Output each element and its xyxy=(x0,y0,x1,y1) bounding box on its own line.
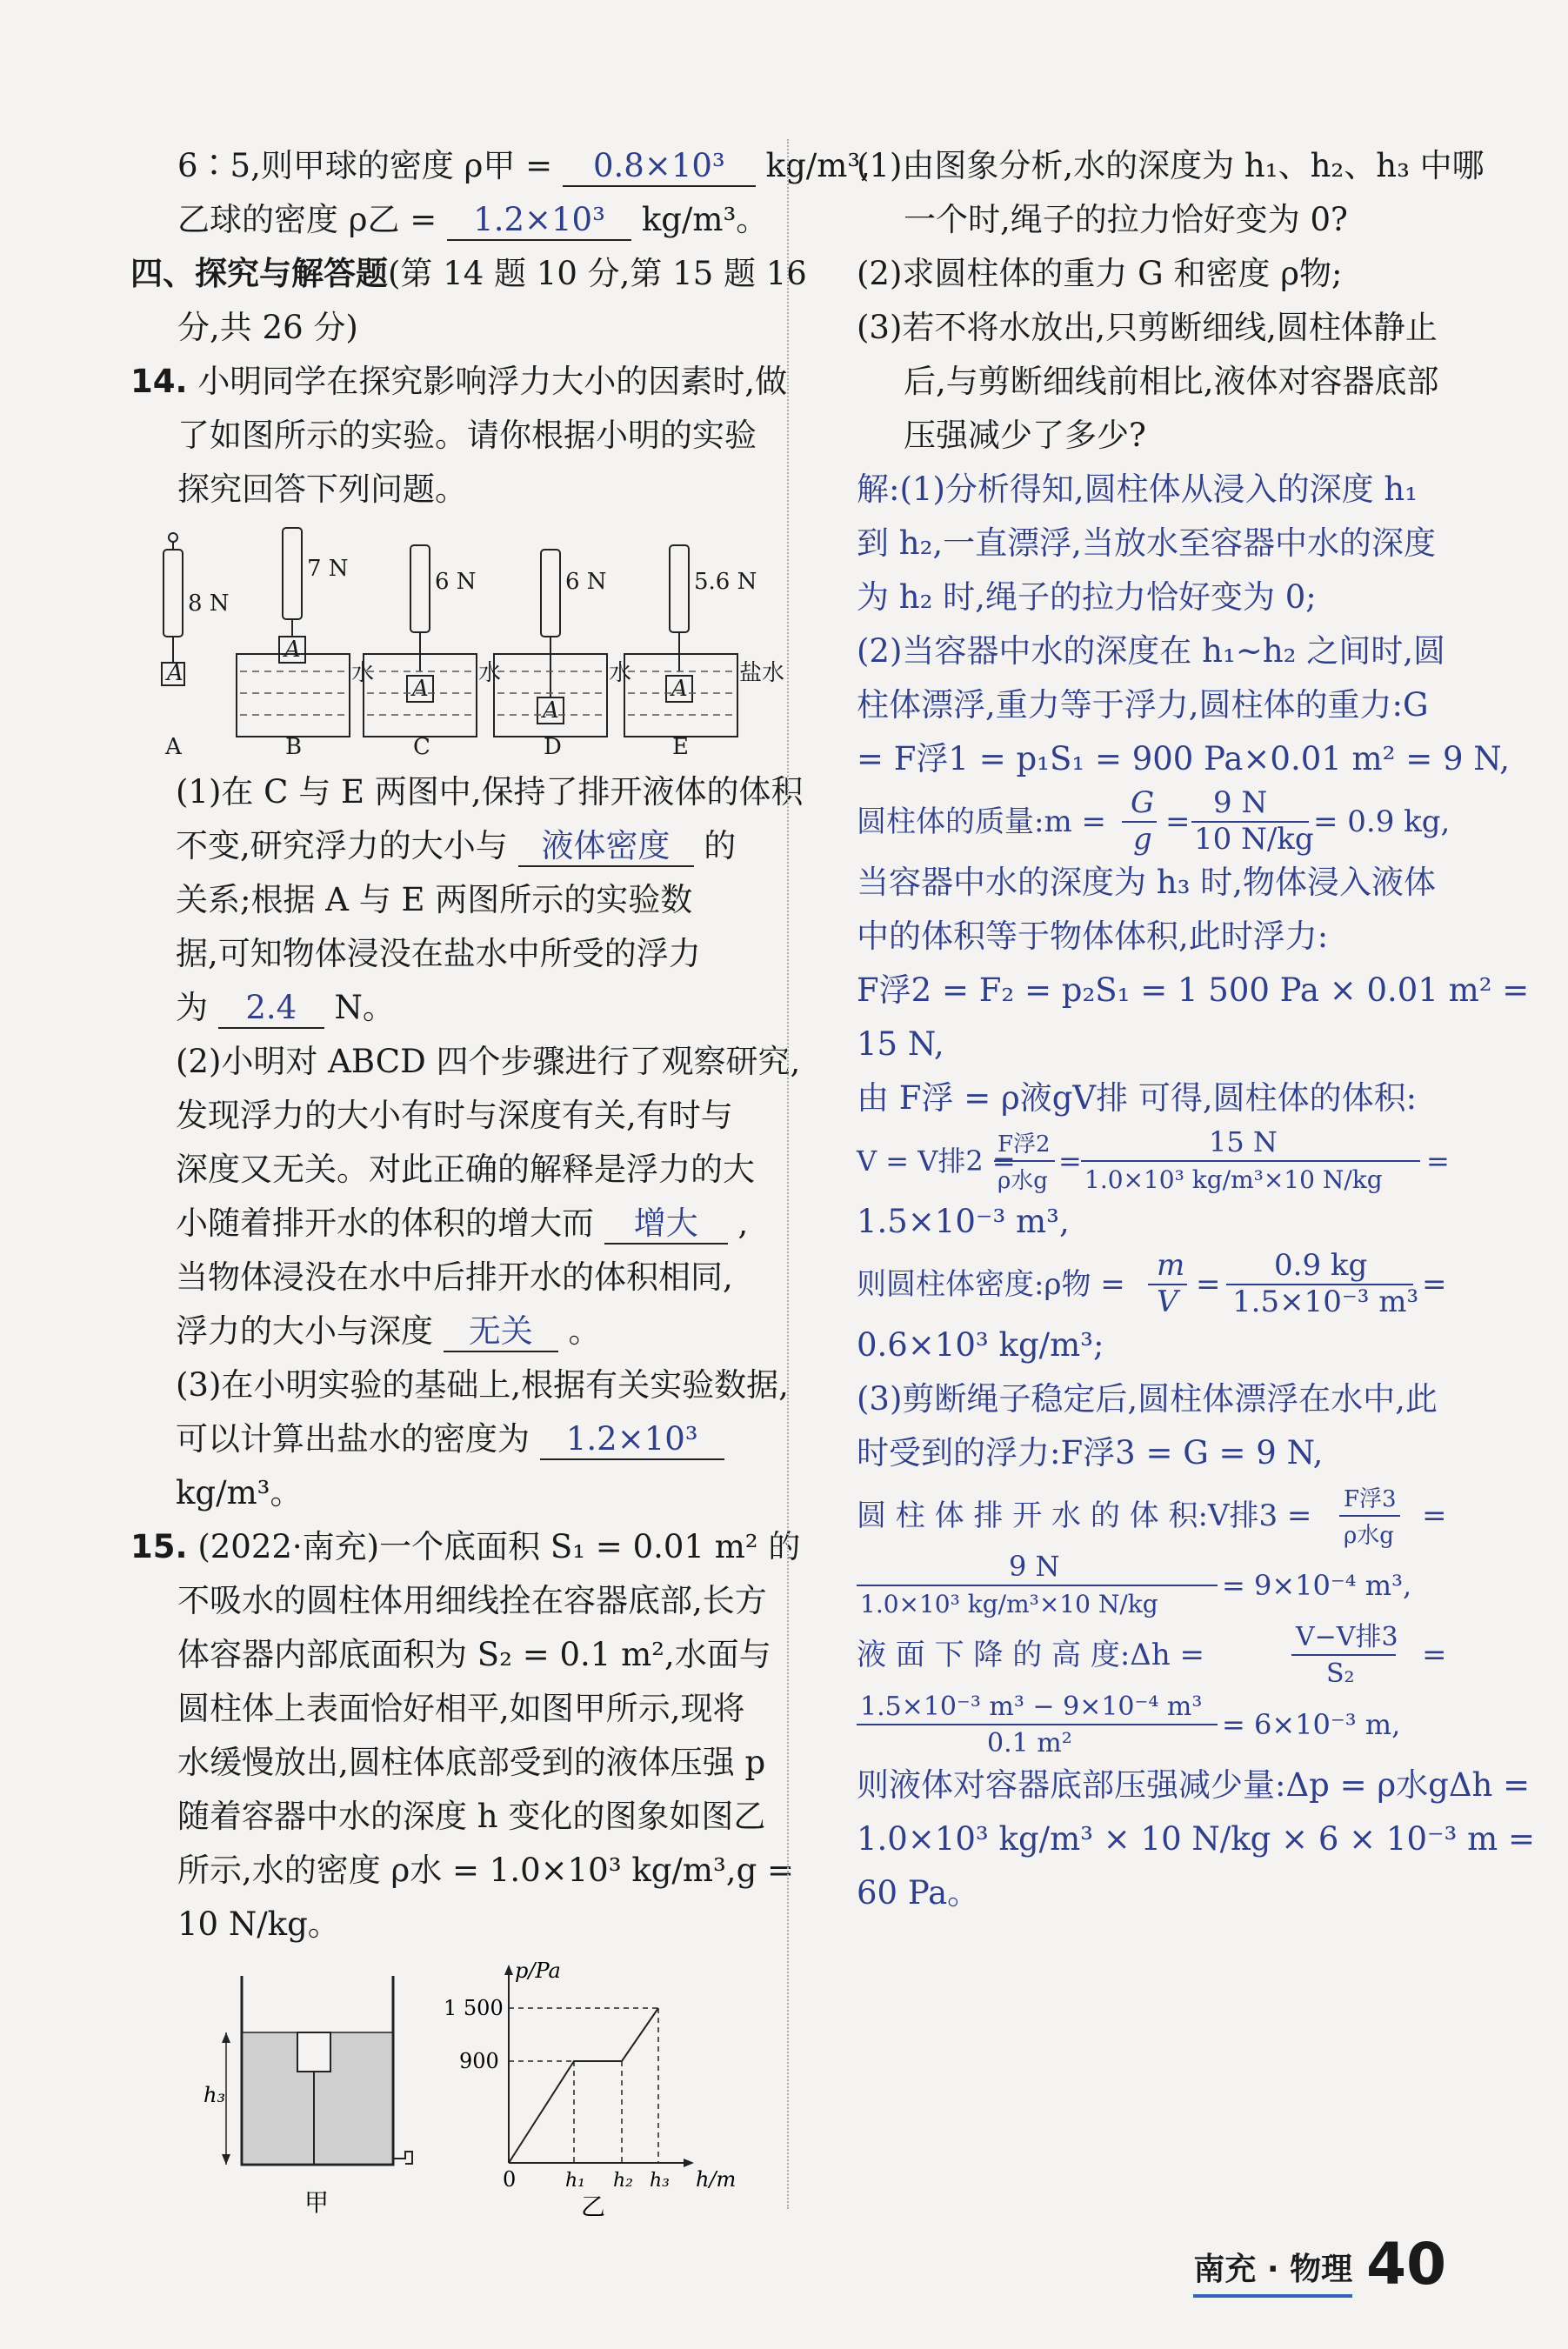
solution-line: 15 N, xyxy=(857,1025,944,1063)
solution-line: 1.0×10³ kg/m³ × 10 N/kg × 6 × 10⁻³ m = xyxy=(857,1820,1535,1858)
text: N。 xyxy=(334,989,395,1026)
q-line3: (2)求圆柱体的重力 G 和密度 ρ物; xyxy=(857,255,1343,292)
svg-text:液 面 下 降 的 高 度:Δh =: 液 面 下 降 的 高 度:Δh = xyxy=(857,1638,1205,1672)
svg-text:水: 水 xyxy=(609,660,632,686)
svg-text:h/m: h/m xyxy=(696,2167,737,2192)
svg-text:D: D xyxy=(544,734,562,760)
p3-line3: kg/m³。 xyxy=(176,1474,303,1512)
svg-text:=: = xyxy=(1058,1144,1082,1178)
solution-line: 时受到的浮力:F浮3 = G = 9 N, xyxy=(857,1434,1324,1471)
p2-line3: 深度又无关。对此正确的解释是浮力的大 xyxy=(176,1151,755,1188)
svg-text:A: A xyxy=(165,734,182,760)
q-line4: (3)若不将水放出,只剪断细线,圆柱体静止 xyxy=(857,309,1438,346)
height-drop-result xyxy=(857,1689,1457,1758)
svg-text:C: C xyxy=(413,734,430,760)
reading-e: 5.6 N xyxy=(694,569,757,595)
q-line1: (1)由图象分析,水的深度为 h₁、h₂、h₃ 中哪 xyxy=(857,147,1485,184)
svg-text:圆 柱 体 排 开 水 的 体 积:V排3 =: 圆 柱 体 排 开 水 的 体 积:V排3 = xyxy=(857,1498,1312,1533)
p1-line1: (1)在 C 与 E 两图中,保持了排开液体的体积 xyxy=(176,773,804,811)
solution-line: 则液体对容器底部压强减少量:Δp = ρ水gΔh = xyxy=(857,1766,1531,1804)
svg-text:0.1 m²: 0.1 m² xyxy=(987,1728,1072,1758)
p2-line5: 当物体浸没在水中后排开水的体积相同, xyxy=(176,1258,733,1296)
reading-b: 7 N xyxy=(307,556,349,582)
displaced-volume-result xyxy=(857,1550,1457,1619)
text: 浮力的大小与深度 xyxy=(176,1312,433,1350)
svg-text:9 N: 9 N xyxy=(1213,785,1268,820)
svg-text:=: = xyxy=(1165,804,1191,839)
solution-line: (3)剪断绳子稳定后,圆柱体漂浮在水中,此 xyxy=(857,1380,1438,1418)
answer-blank: 1.2×10³ xyxy=(447,201,631,241)
svg-text:F浮2: F浮2 xyxy=(998,1131,1051,1158)
container-and-graph-figure xyxy=(130,1959,774,2219)
svg-text:F浮3: F浮3 xyxy=(1344,1486,1397,1512)
svg-text:1.5×10⁻³ m³ − 9×10⁻⁴ m³: 1.5×10⁻³ m³ − 9×10⁻⁴ m³ xyxy=(860,1692,1203,1722)
p3-line2 xyxy=(130,1412,774,1466)
text: 6∶5,则甲球的密度 ρ甲 = xyxy=(177,147,553,184)
svg-text:水: 水 xyxy=(351,660,375,686)
section-note: (第 14 题 10 分,第 15 题 16 xyxy=(388,255,807,292)
q14-line1 xyxy=(130,355,788,409)
answer-blank: 液体密度 xyxy=(518,827,694,867)
svg-text:1.0×10³ kg/m³×10 N/kg: 1.0×10³ kg/m³×10 N/kg xyxy=(860,1590,1158,1618)
section-title: 四、探究与解答题 xyxy=(130,255,388,292)
svg-text:h₂: h₂ xyxy=(613,2170,633,2192)
svg-text:V = V排2 =: V = V排2 = xyxy=(857,1144,1016,1178)
page-number: 40 xyxy=(1366,2231,1446,2298)
svg-text:则圆柱体密度:ρ物 =: 则圆柱体密度:ρ物 = xyxy=(857,1267,1125,1302)
q15-line8: 10 N/kg。 xyxy=(177,1905,340,1943)
p2-line6 xyxy=(130,1305,774,1358)
volume-formula xyxy=(857,1125,1457,1195)
svg-text:900: 900 xyxy=(459,2049,499,2073)
p1-line3: 关系;根据 A 与 E 两图所示的实验数 xyxy=(176,881,693,918)
q-line6: 压强减少了多少? xyxy=(904,417,1146,454)
svg-text:h₃: h₃ xyxy=(204,2083,226,2107)
q15-line1 xyxy=(130,1520,801,1574)
answer-blank: 2.4 xyxy=(218,989,324,1029)
p1-line5 xyxy=(130,981,774,1035)
left-column xyxy=(130,139,871,2226)
text: 不变,研究浮力的大小与 xyxy=(176,827,508,864)
svg-text:0.9 kg: 0.9 kg xyxy=(1274,1248,1368,1283)
container-diagram xyxy=(204,1976,412,2217)
page-footer xyxy=(1193,2231,1446,2298)
p2-line2: 发现浮力的大小有时与深度有关,有时与 xyxy=(176,1097,733,1134)
solution-line: 中的体积等于物体体积,此时浮力: xyxy=(857,918,1329,955)
experiment-figure xyxy=(130,524,785,760)
text: 乙球的密度 ρ乙 = xyxy=(177,201,437,238)
svg-text:乙: 乙 xyxy=(581,2192,606,2221)
svg-text:A: A xyxy=(167,660,183,686)
reading-c: 6 N xyxy=(435,569,477,595)
q15-line3: 体容器内部底面积为 S₂ = 0.1 m²,水面与 xyxy=(177,1636,771,1673)
reading-d: 6 N xyxy=(565,569,607,595)
svg-text:A: A xyxy=(671,676,688,702)
right-column xyxy=(857,139,1535,1920)
text: 小随着排开水的体积的增大而 xyxy=(176,1205,594,1242)
answer-blank: 1.2×10³ xyxy=(540,1420,724,1460)
svg-text:= 9×10⁻⁴ m³,: = 9×10⁻⁴ m³, xyxy=(1222,1569,1412,1602)
solution-line: 由 F浮 = ρ液gV排 可得,圆柱体的体积: xyxy=(857,1079,1418,1117)
height-drop-formula xyxy=(857,1619,1457,1689)
svg-text:0: 0 xyxy=(503,2167,517,2192)
column-divider xyxy=(787,139,789,2209)
svg-text:S₂: S₂ xyxy=(1326,1658,1355,1689)
text: 小明同学在探究影响浮力大小的因素时,做 xyxy=(197,363,788,400)
solution-line: = F浮1 = p₁S₁ = 900 Pa×0.01 m² = 9 N, xyxy=(857,740,1511,777)
q13-line1 xyxy=(130,139,871,193)
svg-text:水: 水 xyxy=(478,660,502,686)
text: , xyxy=(737,1205,749,1242)
svg-text:A: A xyxy=(412,676,429,702)
q15-line5: 水缓慢放出,圆柱体底部受到的液体压强 p xyxy=(177,1744,766,1781)
q15-line6: 随着容器中水的深度 h 变化的图象如图乙 xyxy=(177,1798,766,1835)
question-number: 15. xyxy=(130,1528,188,1565)
text: kg/m³。 xyxy=(641,201,769,238)
svg-text:圆柱体的质量:m =: 圆柱体的质量:m = xyxy=(857,804,1106,839)
svg-text:10 N/kg: 10 N/kg xyxy=(1194,822,1314,857)
solution-line: 为 h₂ 时,绳子的拉力恰好变为 0; xyxy=(857,578,1317,616)
svg-text:=: = xyxy=(1426,1144,1450,1178)
svg-text:h₁: h₁ xyxy=(565,2170,585,2192)
svg-text:m: m xyxy=(1157,1248,1185,1283)
footer-label: 南充 · 物理 xyxy=(1193,2245,1352,2298)
svg-text:h₃: h₃ xyxy=(650,2170,670,2192)
question-number: 14. xyxy=(130,363,188,400)
p3-line1: (3)在小明实验的基础上,根据有关实验数据, xyxy=(176,1366,789,1404)
svg-text:盐水: 盐水 xyxy=(739,660,785,686)
q15-line7: 所示,水的密度 ρ水 = 1.0×10³ kg/m³,g = xyxy=(177,1852,795,1889)
svg-text:15 N: 15 N xyxy=(1209,1125,1278,1158)
q-line5: 后,与剪断细线前相比,液体对容器底部 xyxy=(904,363,1439,400)
svg-text:B: B xyxy=(285,734,303,760)
answer-blank: 无关 xyxy=(444,1312,558,1352)
svg-text:=: = xyxy=(1196,1267,1221,1302)
q14-line2: 了如图所示的实验。请你根据小明的实验 xyxy=(177,417,757,454)
solution-line: F浮2 = F₂ = p₂S₁ = 1 500 Pa × 0.01 m² = xyxy=(857,971,1530,1009)
q-line2: 一个时,绳子的拉力恰好变为 0? xyxy=(904,201,1348,238)
svg-text:V−V排3: V−V排3 xyxy=(1296,1622,1398,1652)
answer-blank: 增大 xyxy=(604,1205,728,1245)
svg-text:E: E xyxy=(672,734,689,760)
svg-text:1.0×10³ kg/m³×10 N/kg: 1.0×10³ kg/m³×10 N/kg xyxy=(1084,1165,1383,1194)
text: 可以计算出盐水的密度为 xyxy=(176,1420,530,1458)
svg-text:V: V xyxy=(1157,1285,1178,1319)
svg-text:ρ水g: ρ水g xyxy=(998,1168,1048,1194)
mass-formula xyxy=(857,786,1457,856)
section-note-2: 分,共 26 分) xyxy=(177,309,358,346)
solution-line: 当容器中水的深度为 h₃ 时,物体浸入液体 xyxy=(857,864,1436,901)
q15-line2: 不吸水的圆柱体用细线拴在容器底部,长方 xyxy=(177,1582,767,1619)
text: 。 xyxy=(568,1312,601,1350)
solution-line: 到 h₂,一直漂浮,当放水至容器中水的深度 xyxy=(857,524,1436,562)
q13-line2 xyxy=(130,193,774,247)
pressure-depth-chart xyxy=(444,1959,736,2221)
svg-text:= 0.9 kg,: = 0.9 kg, xyxy=(1313,804,1451,839)
p1-line2 xyxy=(130,819,774,873)
svg-text:=: = xyxy=(1422,1267,1447,1302)
text: kg/m³, xyxy=(765,147,871,184)
svg-text:= 6×10⁻³ m,: = 6×10⁻³ m, xyxy=(1222,1708,1401,1741)
p2-line1: (2)小明对 ABCD 四个步骤进行了观察研究, xyxy=(176,1043,801,1080)
svg-text:1.5×10⁻³ m³: 1.5×10⁻³ m³ xyxy=(1232,1285,1419,1319)
solution-line: 解:(1)分析得知,圆柱体从浸入的深度 h₁ xyxy=(857,470,1418,508)
svg-text:=: = xyxy=(1422,1638,1447,1672)
svg-text:1 500: 1 500 xyxy=(444,1996,504,2020)
svg-text:ρ水g: ρ水g xyxy=(1344,1523,1394,1549)
svg-text:A: A xyxy=(284,637,301,663)
solution-line: 1.5×10⁻³ m³, xyxy=(857,1203,1070,1240)
text: 的 xyxy=(704,827,737,864)
text: 为 xyxy=(176,989,208,1026)
q14-line3: 探究回答下列问题。 xyxy=(177,470,467,508)
displaced-volume-formula xyxy=(857,1480,1457,1550)
text: (2022·南充)一个底面积 S₁ = 0.01 m² 的 xyxy=(197,1528,801,1565)
p2-line4 xyxy=(130,1197,774,1251)
answer-blank: 0.8×10³ xyxy=(563,147,756,187)
reading-a: 8 N xyxy=(188,591,230,617)
svg-text:甲: 甲 xyxy=(304,2188,330,2217)
solution-line: 60 Pa。 xyxy=(857,1874,980,1912)
p1-line4: 据,可知物体浸没在盐水中所受的浮力 xyxy=(176,935,701,972)
svg-text:=: = xyxy=(1422,1498,1447,1533)
density-formula xyxy=(857,1249,1457,1318)
svg-text:G: G xyxy=(1131,785,1155,820)
section-heading xyxy=(130,247,807,301)
svg-text:9 N: 9 N xyxy=(1009,1550,1060,1583)
svg-text:A: A xyxy=(543,697,559,724)
solution-line: 柱体漂浮,重力等于浮力,圆柱体的重力:G xyxy=(857,686,1429,724)
q15-line4: 圆柱体上表面恰好相平,如图甲所示,现将 xyxy=(177,1690,745,1727)
solution-line: (2)当容器中水的深度在 h₁~h₂ 之间时,圆 xyxy=(857,632,1446,670)
svg-text:g: g xyxy=(1133,822,1152,857)
svg-text:p/Pa: p/Pa xyxy=(515,1959,561,1983)
solution-line: 0.6×10³ kg/m³; xyxy=(857,1326,1104,1364)
